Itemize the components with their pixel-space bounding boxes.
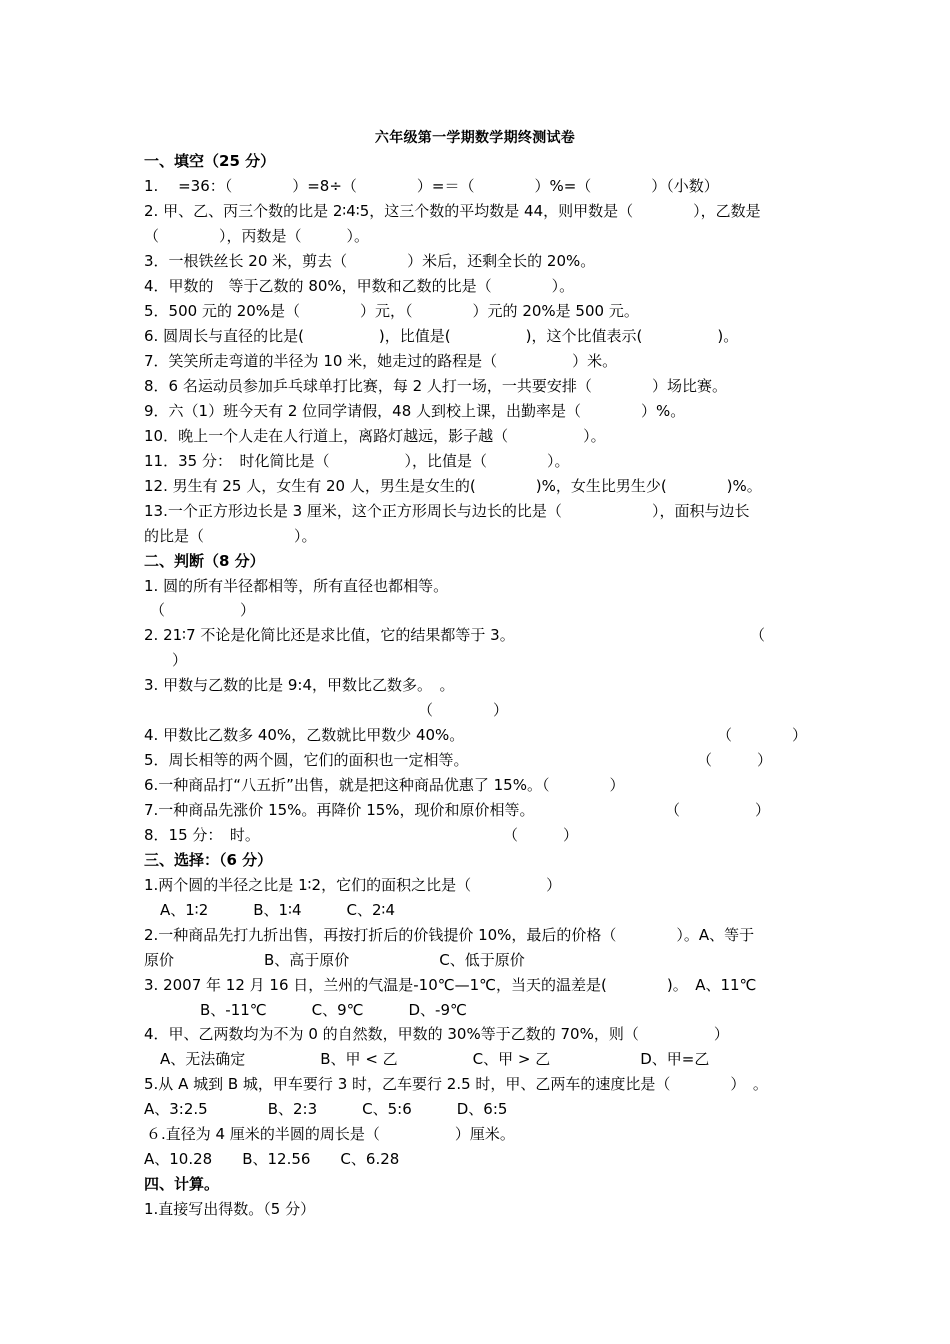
choice-q2-line2: 原价 B、高于原价 C、低于原价 [144, 951, 525, 969]
judge-q2: 2. 21∶7 不论是化简比还是求比值，它的结果都等于 3。 [144, 626, 515, 644]
choice-q4-options: A、无法确定 B、甲 < 乙 C、甲 > 乙 D、甲=乙 [160, 1050, 710, 1068]
judge-q3: 3. 甲数与乙数的比是 9:4，甲数比乙数多。 。 [144, 676, 455, 694]
fill-q2-line2: （ ），丙数是（ ）。 [144, 227, 370, 245]
calc-q1: 1.直接写出得数。（5 分） [144, 1200, 316, 1218]
fill-q7: 7．笑笑所走弯道的半径为 10 米，她走过的路程是（ ）米。 [144, 352, 618, 370]
exam-title: 六年级第一学期数学期终测试卷 [374, 130, 576, 146]
choice-q5-options: A、3:2.5 B、2:3 C、5:6 D、6:5 [144, 1100, 508, 1118]
judge-q8-blank: （ ） [503, 826, 579, 844]
judge-q2-blank-open: （ [750, 626, 766, 644]
fill-q2-line1: 2. 甲、乙、丙三个数的比是 2∶4∶5，这三个数的平均数是 44，则甲数是（ ），乙数是 [144, 202, 761, 220]
fill-q13-line1: 13.一个正方形边长是 3 厘米，这个正方形周长与边长的比是（ ），面积与边长 [144, 502, 750, 520]
section-judge-heading: 二、判断（8 分） [144, 552, 265, 570]
fill-q12: 12. 男生有 25 人，女生有 20 人，男生是女生的( )%，女生比男生少( )%。 [144, 477, 762, 495]
choice-q1-options: A、1∶2 B、1∶4 C、2∶4 [160, 901, 395, 919]
choice-q2-line1: 2.一种商品先打九折出售，再按打折后的价钱提价 10%，最后的价格（ ）。A、等于 [144, 926, 755, 944]
judge-q7-blank: （ ） [665, 801, 771, 819]
fill-q8: 8．6 名运动员参加乒乓球单打比赛，每 2 人打一场，一共要安排（ ）场比赛。 [144, 377, 727, 395]
judge-q1: 1. 圆的所有半径都相等，所有直径也都相等。 [144, 577, 449, 595]
choice-q3-line2: B、-11℃ C、9℃ D、-9℃ [200, 1001, 467, 1019]
judge-q8: 8．15 分： 时。 [144, 826, 260, 844]
judge-q6: 6.一种商品打“八五折”出售，就是把这种商品优惠了 15%。（ ） [144, 776, 625, 794]
judge-q5: 5．周长相等的两个圆，它们的面积也一定相等。 [144, 751, 469, 769]
fill-q11: 11．35 分： 时化简比是（ ），比值是（ ）。 [144, 452, 570, 470]
choice-q3-line1: 3. 2007 年 12 月 16 日，兰州的气温是-10℃—1℃，当天的温差是( )。 A、11℃ [144, 976, 757, 994]
choice-q4-line1: 4．甲、乙两数均为不为 0 的自然数，甲数的 30%等于乙数的 70%，则（ ） [144, 1025, 729, 1043]
fill-q9: 9．六（1）班今天有 2 位同学请假，48 人到校上课，出勤率是（ ）%。 [144, 402, 686, 420]
judge-q2-blank-close: ） [172, 651, 188, 669]
section-fill-heading: 一、填空（25 分） [144, 152, 276, 170]
choice-q6: ６.直径为 4 厘米的半圆的周长是（ ）厘米。 [146, 1125, 515, 1143]
fill-q13-line2: 的比是（ ）。 [144, 527, 317, 545]
judge-q4: 4. 甲数比乙数多 40%，乙数就比甲数少 40%。 [144, 726, 465, 744]
section-choice-heading: 三、选择：（6 分） [144, 851, 273, 869]
judge-q4-blank: （ ） [717, 726, 808, 744]
judge-q1-blank: （ ） [150, 601, 256, 619]
choice-q6-options: A、10.28 B、12.56 C、6.28 [144, 1150, 400, 1168]
choice-q1: 1.两个圆的半径之比是 1∶2，它们的面积之比是（ ） [144, 876, 562, 894]
fill-q6: 6. 圆周长与直径的比是( )，比值是( )，这个比值表示( )。 [144, 327, 739, 345]
fill-q4: 4．甲数的 等于乙数的 80%，甲数和乙数的比是（ ）。 [144, 277, 575, 295]
judge-q3-blank: （ ） [418, 701, 509, 719]
choice-q5: 5.从 A 城到 B 城，甲车要行 3 时，乙车要行 2.5 时，甲、乙两车的速度比是（ ） 。 [144, 1075, 768, 1093]
judge-q7: 7.一种商品先涨价 15%。再降价 15%，现价和原价相等。 [144, 801, 535, 819]
fill-q10: 10．晚上一个人走在人行道上，离路灯越远，影子越（ ）。 [144, 427, 606, 445]
fill-q1: 1. =36：（ ）=8÷（ ）=＝（ ）%=（ ）（小数） [144, 177, 719, 195]
section-calc-heading: 四、计算。 [144, 1175, 220, 1193]
fill-q3: 3．一根铁丝长 20 米，剪去（ ）米后，还剩全长的 20%。 [144, 252, 596, 270]
judge-q5-blank: （ ） [697, 751, 773, 769]
fill-q5: 5．500 元的 20%是（ ）元，（ ）元的 20%是 500 元。 [144, 302, 639, 320]
